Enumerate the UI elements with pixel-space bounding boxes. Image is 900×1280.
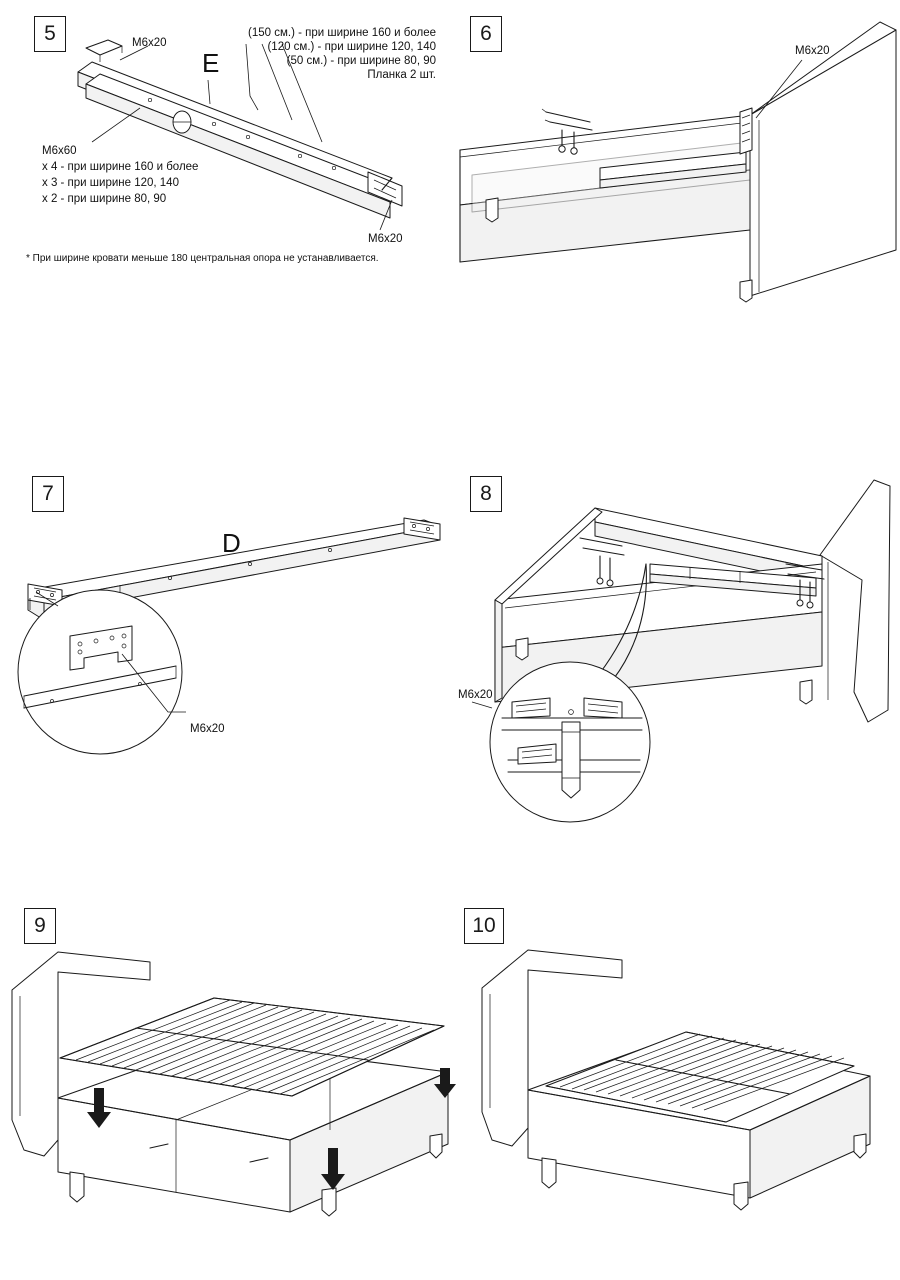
step-9-figure [0,890,470,1280]
step-5-spec-line-3: (50 см.) - при ширине 80, 90 [286,55,436,67]
step-8 [450,460,900,860]
bolt-cluster-left [580,538,624,586]
step-8-number: 8 [470,476,502,512]
step-5-bolt-bottom-label: M6x20 [368,233,403,245]
step-5-bolt-top-label: M6x20 [132,37,167,49]
step-7 [0,460,450,860]
step-8-figure [450,460,900,860]
bed-with-slats-lifted [12,952,456,1216]
step-6-bolt-label: M6x20 [795,45,830,57]
step-5-spec-line-2: (120 см.) - при ширине 120, 140 [267,41,436,53]
bed-frame-perspective [460,22,896,302]
bed-assembled [482,950,870,1210]
step-5-bolt-list-2: x 3 - при ширине 120, 140 [42,177,179,189]
step-10 [450,890,900,1280]
step-6-figure [450,0,900,320]
step-7-bolt-label: M6x20 [190,723,225,735]
step-7-part-letter: D [222,528,241,558]
step-5-bolt-list-1: x 4 - при ширине 160 и более [42,161,199,173]
step-5-spec-line-4: Планка 2 шт. [367,69,436,81]
step-5-number: 5 [34,16,66,52]
step-5-part-letter: E [202,48,220,78]
bed-frame-with-rails [472,480,890,822]
step-10-figure [450,890,900,1280]
step-7-figure [0,460,450,860]
step-9-number: 9 [24,908,56,944]
step-5-footnote: * При ширине кровати меньше 180 центральная опора не устанавливается. [26,253,379,264]
step-5-bolt-list-title: M6x60 [42,145,77,157]
step-5-spec-line-1: (150 см.) - при ширине 160 и более [248,27,436,39]
step-9 [0,890,470,1280]
step-5 [0,0,450,290]
step-7-number: 7 [32,476,64,512]
step-10-number: 10 [464,908,504,944]
step-8-bolt-label: M6x20 [458,689,493,701]
step-6-number: 6 [470,16,502,52]
step-5-bolt-list-3: x 2 - при ширине 80, 90 [42,193,167,205]
step-6 [450,0,900,320]
